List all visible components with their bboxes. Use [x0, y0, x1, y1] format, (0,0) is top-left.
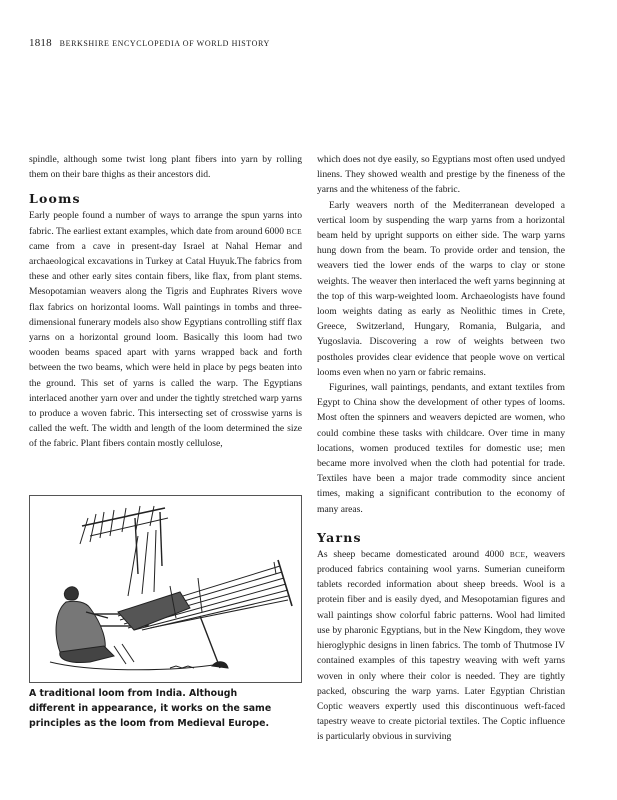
left-column	[29, 152, 302, 452]
figure-caption: A traditional loom from India. Although different in appearance, it works on the same principles as the loom from Medieval Europe.	[29, 688, 272, 730]
yarns-heading: Yarns	[317, 529, 362, 545]
loom-types-paragraph: Figurines, wall paintings, pendants, and extant textiles from Egypt to China show the development of other types of looms. Most often the spinners and weavers depicted are women, who could combine these tasks with childcare. Over time in many locations, women produced textiles for domestic use; men became more involved when the cloth had potential for trade. Textiles have been a major trade commodity since ancient times, making a significant contribution to the economy of many areas.	[317, 382, 565, 515]
book-title: BERKSHIRE ENCYCLOPEDIA OF WORLD HISTORY	[59, 39, 270, 48]
right-column	[317, 152, 565, 745]
looms-text-b: came from a cave in present-day Israel at Nahal Hemar and archaeological excavations in Turkey at Catal Huyuk.The fabrics from these and other early sites contain fibers, like flax, from plant stems. Mesopotamian weavers along the Tigris and Euphrates Rivers wove flax fabrics on horizontal looms. Wall paintings in tombs and three-dimensional funerary models also show Egyptians controlling stiff flax yarns on a horizontal ground loom. Basically this loom had two wooden beams spaced apart with yarns wrapped back and forth between the two beams, which were held in place by pegs beaten into the ground. This set of yarns is called the warp. The Egyptians interlaced another yarn over and under the tightly stretched warp yarns to produce a woven fabric. This intersecting set of crosswise yarns is called the weft. The width and length of the loom determined the size of the fabric. Plant fibers contain mostly cellulose,	[29, 240, 302, 450]
loom-illustration	[29, 495, 302, 683]
running-head	[29, 37, 270, 49]
looms-paragraph	[29, 208, 302, 451]
vertical-loom-paragraph: Early weavers north of the Mediterranean developed a vertical loom by suspending the warp yarns from a horizontal beam held by upright supports on either side. The warp yarns hung down from the beam. To provide order and tension, the weavers tied the lower ends of the warps to clay or stone weights. The weaver then interlaced the weft yarns beginning at the top of this warp-weighted loom. Archaeologists have found loom weights dating as early as Neolithic times in Crete, Greece, Switzerland, Hungary, Romania, Bulgaria, and Yugoslavia. Discovering a row of weights between two postholes provides clear evidence that people wove on vertical looms even when no yarn or fabric remains.	[317, 199, 565, 378]
page-number: 1818	[29, 37, 52, 49]
era-label: BCE	[286, 226, 302, 236]
era-label: BCE	[509, 549, 526, 559]
intro-paragraph: spindle, although some twist long plant fibers into yarn by rolling them on their bare thighs as their ancestors did.	[29, 154, 302, 181]
yarns-text-a: As sheep became domesticated around 4000	[317, 548, 510, 560]
continuation-paragraph: which does not dye easily, so Egyptians most often used undyed linens. They showed wealth and prestige by the fineness of the yarns and the whiteness of the fabric.	[317, 154, 565, 196]
yarns-text-b: , weavers produced fabrics containing wool yarns. Sumerian cuneiform tablets recorded information about sheep breeds. Wool is a protein fiber and is easily dyed, and Mesopotamian figures and wall paintings show colorful fabric patterns. Wool had limited use by pharonic Egyptians, but in the New Kingdom, they wove hieroglyphic designs in linen fabrics. The tomb of Thutmose IV contained examples of this tapestry weaving with weft yarns woven in only where their color is needed. They are tightly packed, obscuring the warp yarns. Later Egyptian Christian Coptic weavers expertly used this discontinuous weft-faced tapestry weave to create pictorial textiles. The Coptic influence is particularly obvious in surviving	[317, 548, 565, 743]
looms-heading: Looms	[29, 191, 81, 207]
looms-text-a: Early people found a number of ways to arrange the spun yarns into fabric. The earliest extant examples, which date from around 6000	[29, 210, 302, 237]
loom-drawing	[30, 496, 301, 682]
yarns-paragraph	[317, 547, 565, 745]
